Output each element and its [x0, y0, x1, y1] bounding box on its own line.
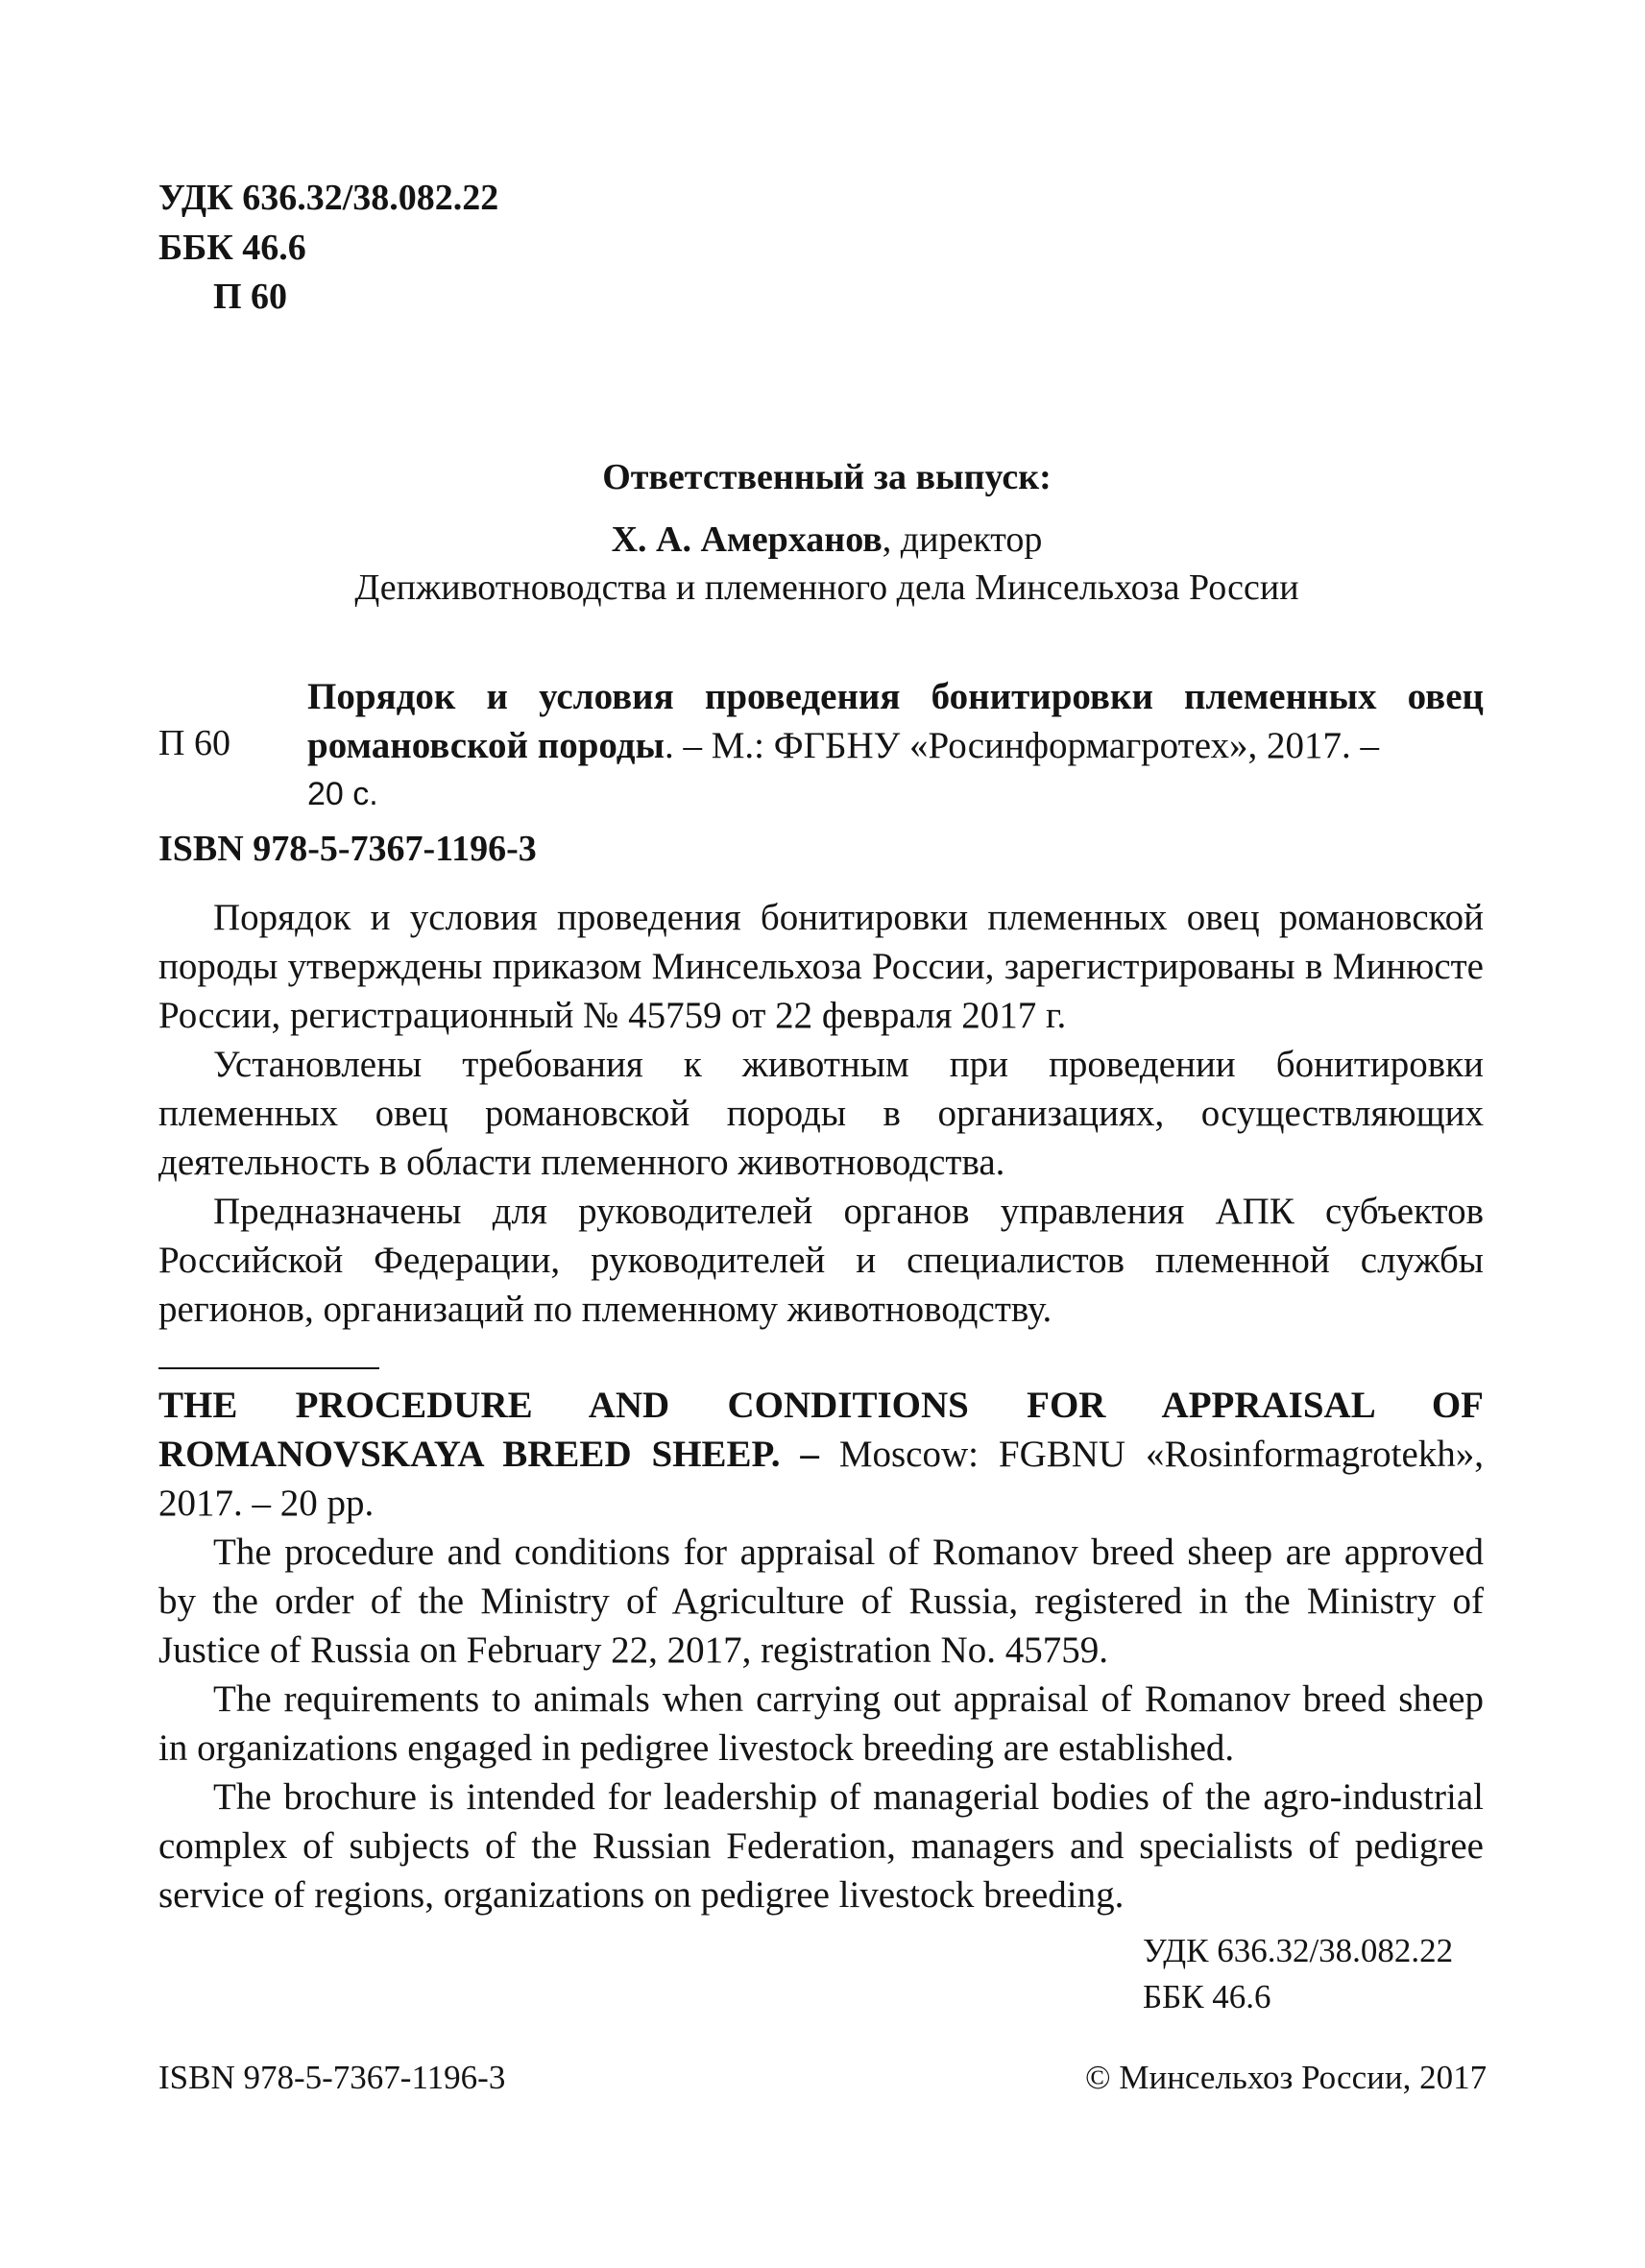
- footer-isbn: ISBN 978-5-7367-1196-3: [158, 2059, 506, 2096]
- catalog-mark: П 60: [158, 723, 230, 763]
- abstract-ru-paragraph-2: Установлены требования к животным при проведении бонитировки племенных овец романовской породы в организациях, осуществляющих деятельность в области племенного животноводства.: [158, 1044, 1484, 1183]
- catalog-title-line2: [307, 721, 1379, 770]
- footer-udk: УДК 636.32/38.082.22: [1143, 1932, 1454, 1969]
- responsible-name: Х. А. Амерханов: [611, 519, 883, 560]
- english-paragraph-2: The requirements to animals when carrying out appraisal of Romanov breed sheep in organizations engaged in pedigree livestock breeding are established.: [158, 1678, 1484, 1769]
- responsible-department: Депживотноводства и племенного дела Минсельхоза России: [354, 567, 1299, 608]
- catalog-title-line1: Порядок и условия проведения бонитировки племенных овец: [307, 676, 1484, 717]
- udk-code: УДК 636.32/38.082.22: [158, 178, 499, 218]
- bbk-code: ББК 46.6: [158, 228, 306, 268]
- english-paragraph-3: The brochure is intended for leadership of managerial bodies of the agro-industrial complex of subjects of the Russian Federation, managers and specialists of pedigree service of regions, organizations on pedigree livestock breeding.: [158, 1776, 1484, 1916]
- responsible-position: , директор: [882, 519, 1043, 560]
- footer-bbk: ББК 46.6: [1143, 1978, 1271, 2015]
- english-title: THE PROCEDURE AND CONDITIONS FOR APPRAISAL OF ROMANOVSKAYA BREED SHEEP. –: [158, 1385, 1484, 1475]
- author-mark: П 60: [213, 277, 288, 317]
- english-publisher: Moscow: FGBNU «Rosinformagrotekh», 2017. – 20 pp.: [158, 1434, 1484, 1524]
- abstract-ru-paragraph-1: Порядок и условия проведения бонитировки племенных овец романовской породы утверждены приказом Минсельхоза России, зарегистрированы в Минюсте России, регистрационный № 45759 от 22 февраля 2017 г.: [158, 897, 1484, 1036]
- catalog-imprint: . – М.: ФГБНУ «Росинформагротех», 2017. –: [665, 725, 1380, 766]
- responsible-person: [307, 514, 1346, 566]
- english-paragraph-1: The procedure and conditions for appraisal of Romanov breed sheep are approved by the order of the Ministry of Agriculture of Russia, registered in the Ministry of Justice of Russia on February 22, 2017, registration No. 45759.: [158, 1532, 1484, 1671]
- catalog-isbn: ISBN 978-5-7367-1196-3: [158, 829, 537, 869]
- english-citation: [158, 1381, 1484, 1528]
- abstract-ru-paragraph-3: Предназначены для руководителей органов управления АПК субъектов Российской Федерации, руководителей и специалистов племенной службы регионов, организаций по племенному животноводству.: [158, 1191, 1484, 1330]
- catalog-title-bold: романовской породы: [307, 725, 665, 766]
- responsible-heading: Ответственный за выпуск:: [602, 457, 1052, 497]
- catalog-pages: 20 с.: [307, 776, 378, 812]
- section-divider: [158, 1367, 379, 1369]
- footer-copyright: © Минсельхоз России, 2017: [1085, 2059, 1488, 2096]
